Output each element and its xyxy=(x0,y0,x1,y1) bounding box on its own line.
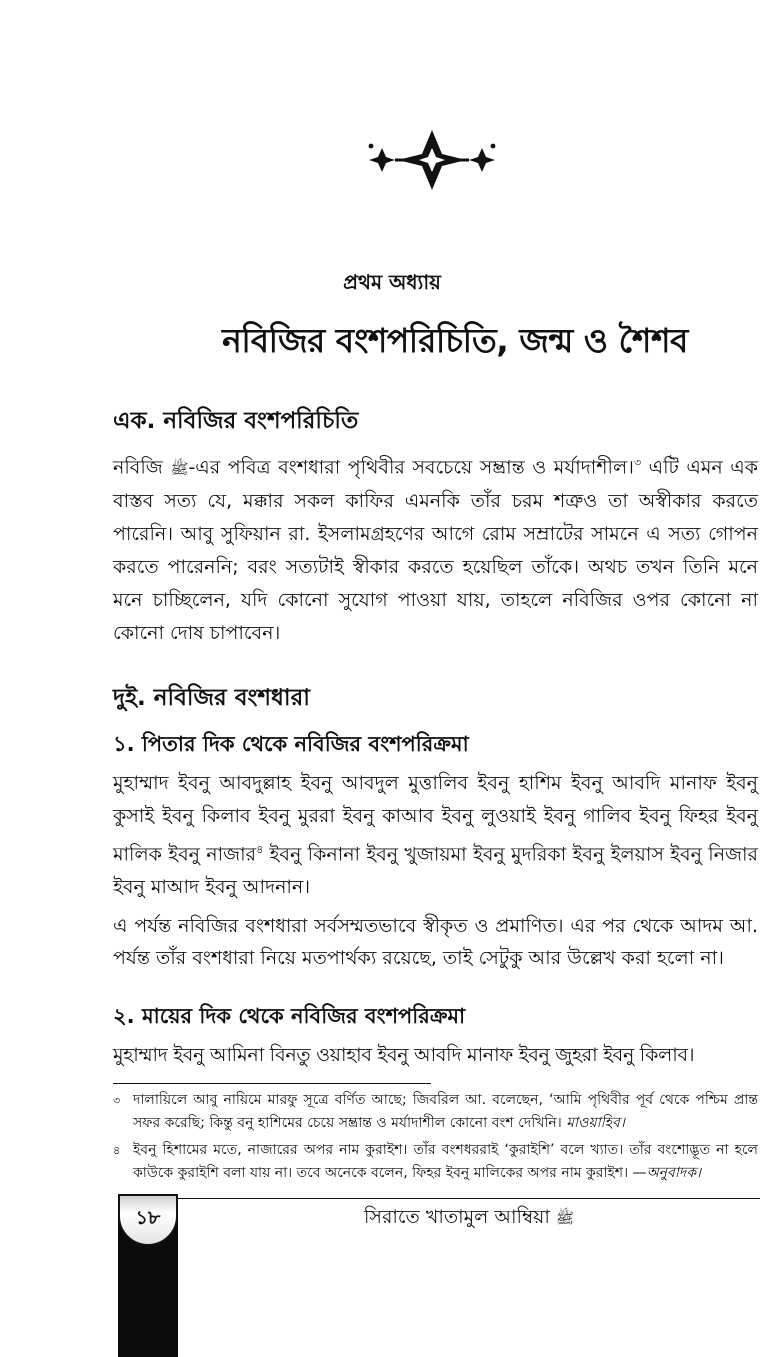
chapter-label: প্রথম অধ্যায় xyxy=(343,270,441,294)
footnote-ref: ৪ xyxy=(256,843,264,856)
paragraph-lineage-note: এ পর্যন্ত নবিজির বংশধারা সর্বসম্মতভাবে স্বীকৃত ও প্রমাণিত। এর পর থেকে আদম আ. পর্যন্ত তাঁর বংশধারা নিয়ে মতপার্থক্য রয়েছে, তাই সেটুকু আর উল্লেখ করা হলো না। xyxy=(113,915,758,969)
paragraph-maternal-lineage: মুহাম্মাদ ইবনু আমিনা বিনতু ওয়াহাব ইবনু আবদি মানাফ ইবনু জুহরা ইবনু কিলাব। xyxy=(113,1044,695,1066)
footnote-3: ৩ দালায়িলে আবু নায়িমে মারফু সূত্রে বর্ণিত আছে; জিবরিল আ. বলেছেন, ‘আমি পৃথিবীর পূর্ব থেকে পশ্চিম প্রান্ত সফর করেছি; কিন্তু বনু হাশিমের চেয়ে সম্ভ্রান্ত ও মর্যাদাশীল কোনো বংশ দেখিনি। মাওয়াহিব। xyxy=(113,1089,758,1135)
subheading-maternal-lineage: ২. মায়ের দিক থেকে নবিজির বংশপরিক্রমা xyxy=(113,1004,466,1028)
footnote-mark: ৩ xyxy=(113,1094,121,1107)
footer-divider xyxy=(178,1198,760,1199)
chapter-title: নবিজির বংশপরিচিতি, জন্ম ও শৈশব xyxy=(222,321,688,360)
star-ornament-icon xyxy=(362,128,502,192)
salutation-glyph: ﷺ xyxy=(170,459,189,478)
footnote-mark: ৪ xyxy=(113,1144,121,1157)
paragraph-lineage-intro: নবিজি ﷺ-এর পবিত্র বংশধারা পৃথিবীর সবচেয়ে সম্ভ্রান্ত ও মর্যাদাশীল।$^৩$ এটি এমন এক বাস্তব সত্য যে, মক্কার সকল কাফির এমনকি তাঁর চরম শত্রুও তা অস্বীকার করতে পারেনি। আবু সুফিয়ান রা. ইসলামগ্রহণের আগে রোম সম্রাটের সামনে এ সত্য গোপন করতে পারেননি; বরং সত্যটাই স্বীকার করতে হয়েছিল তাঁকে। অথচ তখন তিনি মনে মনে চাচ্ছিলেন, যদি কোনো সুযোগ পাওয়া যায়, তাহলে নবিজির ওপর কোনো না কোনো দোষ চাপাবেন। xyxy=(113,456,758,645)
paragraph-paternal-lineage: মুহাম্মাদ ইবনু আবদুল্লাহ ইবনু আবদুল মুত্তালিব ইবনু হাশিম ইবনু আবদি মানাফ ইবনু কুসাই ইবনু কিলাব ইবনু মুররা ইবনু কাআব ইবনু লুওয়াই ইবনু গালিব ইবনু ফিহর ইবনু মালিক ইবনু নাজার$^৪$ ইবনু কিনানা ইবনু খুজায়মা ইবনু মুদরিকা ইবনু ইলয়াস ইবনু নিজার ইবনু মাআদ ইবনু আদনান। xyxy=(113,772,758,899)
page-number: ১৮ xyxy=(118,1194,178,1246)
subheading-paternal-lineage: ১. পিতার দিক থেকে নবিজির বংশপরিক্রমা xyxy=(113,732,469,756)
salutation-glyph: ﷺ xyxy=(555,1209,575,1227)
footnote-divider xyxy=(113,1083,431,1084)
footnote-4: ৪ ইবনু হিশামের মতে, নাজারের অপর নাম কুরাইশ। তাঁর বংশধররাই ‘কুরাইশি’ বলে খ্যাত। তাঁর বংশোদ্ভূত না হলে কাউকে কুরাইশি বলা যায় না। তবে অনেকে বলেন, ফিহর ইবনু মালিকের অপর নাম কুরাইশ। —অনুবাদক। xyxy=(113,1139,758,1185)
footnote-ref: ৩ xyxy=(633,456,642,469)
section-heading-lineage: দুই. নবিজির বংশধারা xyxy=(113,685,310,711)
section-heading-lineage-intro: এক. নবিজির বংশপরিচিতি xyxy=(113,408,359,434)
running-book-title: সিরাতে খাতামুল আম্বিয়া ﷺ xyxy=(363,1206,575,1228)
